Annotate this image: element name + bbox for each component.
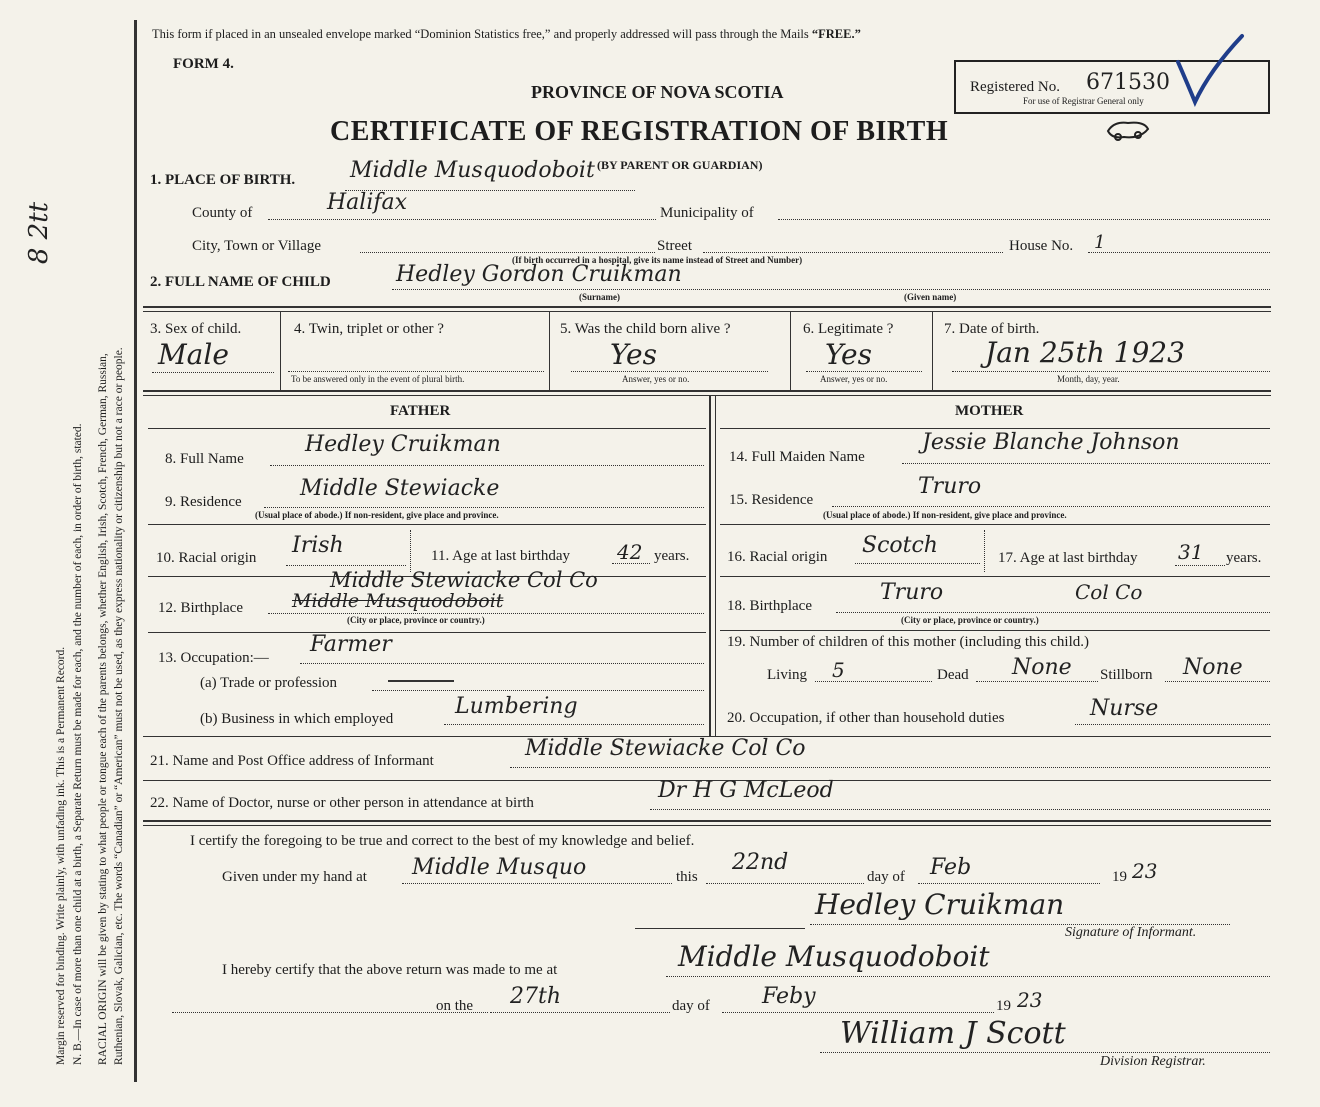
father-residence-label: 9. Residence [165, 494, 242, 510]
mother-birthplace-county: Col Co [1075, 580, 1143, 604]
county-value: Halifax [327, 190, 408, 215]
stillborn-label: Stillborn [1100, 667, 1153, 683]
registrar-statement: I hereby certify that the above return was made to me at [222, 962, 558, 978]
mother-heading: MOTHER [955, 403, 1024, 419]
father-racial-value: Irish [292, 533, 344, 558]
father-residence-value: Middle Stewiacke [300, 476, 500, 501]
given-day-value: 22nd [732, 850, 789, 875]
registrar-year-prefix: 19 [996, 998, 1011, 1014]
city-label: City, Town or Village [192, 238, 322, 254]
given-name-note: (Given name) [904, 292, 957, 302]
postal-notice: This form if placed in an unsealed envelope marked “Dominion Statistics free,” and properly addressed will pass through the Mails “FREE.” [152, 27, 861, 41]
margin-note-binding: Margin reserved for binding. Write plainly, with unfading ink. This is a Permanent Record. [55, 646, 67, 1065]
father-racial-label: 10. Racial origin [156, 550, 257, 566]
stamp-icon [1104, 117, 1152, 143]
born-alive-note: Answer, yes or no. [622, 374, 690, 384]
given-year-value: 23 [1132, 859, 1158, 883]
mother-birthplace-label: 18. Birthplace [727, 598, 812, 614]
margin-note-racial-origin-cont: Ruthenian, Slovak, Galician, etc. The words “Canadian” or “American” must not be used, as they express nationality or citizenship but not a race or people. [113, 347, 125, 1065]
mother-years-label: years. [1226, 550, 1262, 566]
doctor-label: 22. Name of Doctor, nurse or other person in attendance at birth [150, 795, 534, 811]
informant-address-value: Middle Stewiacke Col Co [525, 736, 806, 761]
legitimate-label: 6. Legitimate ? [803, 321, 894, 337]
street-label: Street [657, 238, 692, 254]
registrar-year-value: 23 [1017, 988, 1043, 1012]
business-label: (b) Business in which employed [200, 711, 394, 727]
registrar-place-value: Middle Musquodoboit [678, 940, 990, 973]
father-abode-note: (Usual place of abode.) If non-resident, give place and province. [255, 510, 499, 520]
registered-label: Registered No. [970, 79, 1060, 95]
certify-statement: I certify the foregoing to be true and correct to the best of my knowledge and belief. [190, 833, 695, 849]
father-years-label: years. [654, 548, 690, 564]
registrar-day-value: 27th [510, 984, 562, 1009]
father-occupation-label: 13. Occupation:— [158, 650, 269, 666]
margin-note-plural-births: N. B.—In case of more than one child at a birth, a Separate Return must be made for each, and the number of each, in order of birth, stated. [72, 423, 84, 1065]
dead-value: None [1012, 655, 1072, 680]
place-of-birth-label: 1. PLACE OF BIRTH. [150, 172, 296, 188]
county-label: County of [192, 205, 253, 221]
stillborn-value: None [1183, 655, 1243, 680]
on-the-label: on the [436, 998, 474, 1014]
mother-age-value: 31 [1178, 540, 1204, 564]
living-label: Living [767, 667, 807, 683]
dob-value: Jan 25th 1923 [985, 336, 1185, 369]
mother-residence-value: Truro [918, 474, 982, 499]
mother-city-note: (City or place, province or country.) [901, 615, 1039, 625]
mother-birthplace-value: Truro [880, 580, 944, 605]
registrar-note: For use of Registrar General only [1023, 96, 1144, 106]
binding-margin [0, 0, 140, 1107]
house-value: 1 [1094, 232, 1106, 253]
division-registrar-label: Division Registrar. [1100, 1054, 1206, 1069]
mother-racial-label: 16. Racial origin [727, 549, 828, 565]
father-birthplace-label: 12. Birthplace [158, 600, 243, 616]
day-of-label: day of [867, 869, 905, 885]
sex-value: Male [158, 338, 229, 371]
father-occupation-value: Farmer [310, 632, 392, 657]
province-heading: PROVINCE OF NOVA SCOTIA [531, 82, 784, 102]
page-subtitle: (BY PARENT OR GUARDIAN) [597, 158, 763, 172]
child-name-value: Hedley Gordon Cruikman [396, 262, 682, 287]
living-value: 5 [832, 658, 845, 682]
father-birthplace-struck: Middle Musquodoboit [292, 590, 504, 612]
hospital-note: (If birth occurred in a hospital, give its name instead of Street and Number) [512, 255, 803, 265]
given-under-label: Given under my hand at [222, 869, 367, 885]
legitimate-value: Yes [825, 338, 872, 371]
registrar-day-of-label: day of [672, 998, 710, 1014]
mother-abode-note: (Usual place of abode.) If non-resident, give place and province. [823, 510, 1067, 520]
informant-signature: Hedley Cruikman [815, 888, 1065, 921]
twin-label: 4. Twin, triplet or other ? [294, 321, 444, 337]
mother-occupation-label: 20. Occupation, if other than household duties [727, 710, 1005, 726]
given-place-value: Middle Musquo [412, 855, 587, 880]
signature-informant-label: Signature of Informant. [1065, 925, 1197, 940]
business-value: Lumbering [455, 694, 578, 719]
father-heading: FATHER [390, 403, 451, 419]
dob-note: Month, day, year. [1057, 374, 1120, 384]
born-alive-label: 5. Was the child born alive ? [560, 321, 731, 337]
dob-label: 7. Date of birth. [944, 321, 1040, 337]
this-label: this [676, 869, 698, 885]
margin-handwritten-note: 8 2tt [24, 201, 55, 265]
house-label: House No. [1009, 238, 1074, 254]
mother-name-value: Jessie Blanche Johnson [922, 430, 1180, 455]
mother-residence-label: 15. Residence [729, 492, 814, 508]
given-year-prefix: 19 [1112, 869, 1127, 885]
place-of-birth-value: Middle Musquodoboit [350, 158, 595, 183]
registrar-month-value: Feby [762, 984, 816, 1009]
father-city-note: (City or place, province or country.) [347, 615, 485, 625]
dead-label: Dead [937, 667, 969, 683]
registrar-signature: William J Scott [840, 1016, 1066, 1051]
municipality-label: Municipality of [660, 205, 754, 221]
father-name-label: 8. Full Name [165, 451, 244, 467]
registered-number: 671530 [1086, 70, 1170, 95]
father-age-label: 11. Age at last birthday [431, 548, 570, 564]
father-birthplace-value: Middle Stewiacke Col Co [330, 568, 598, 592]
twin-note: To be answered only in the event of plural birth. [291, 374, 465, 384]
legitimate-note: Answer, yes or no. [820, 374, 888, 384]
informant-address-label: 21. Name and Post Office address of Informant [150, 753, 434, 769]
mother-occupation-value: Nurse [1090, 696, 1159, 721]
child-name-label: 2. FULL NAME OF CHILD [150, 274, 331, 290]
mother-name-label: 14. Full Maiden Name [729, 449, 865, 465]
born-alive-value: Yes [610, 338, 657, 371]
margin-rule [134, 20, 137, 1082]
sex-label: 3. Sex of child. [150, 321, 242, 337]
form-number: FORM 4. [173, 56, 234, 72]
margin-note-racial-origin: RACIAL ORIGIN will be given by stating to what people or tongue each of the parents belongs, whether English, Irish, Scotch, French, German, Russian, [97, 353, 109, 1065]
children-count-label: 19. Number of children of this mother (including this child.) [727, 634, 1090, 650]
mother-age-label: 17. Age at last birthday [998, 550, 1138, 566]
page-title: CERTIFICATE OF REGISTRATION OF BIRTH [330, 116, 949, 147]
surname-note: (Surname) [579, 292, 620, 302]
father-name-value: Hedley Cruikman [305, 432, 501, 457]
given-month-value: Feb [930, 855, 972, 880]
mother-racial-value: Scotch [862, 533, 938, 558]
trade-label: (a) Trade or profession [200, 675, 338, 691]
father-age-value: 42 [617, 540, 643, 564]
check-mark-icon [1170, 30, 1250, 110]
doctor-value: Dr H G McLeod [658, 778, 834, 803]
